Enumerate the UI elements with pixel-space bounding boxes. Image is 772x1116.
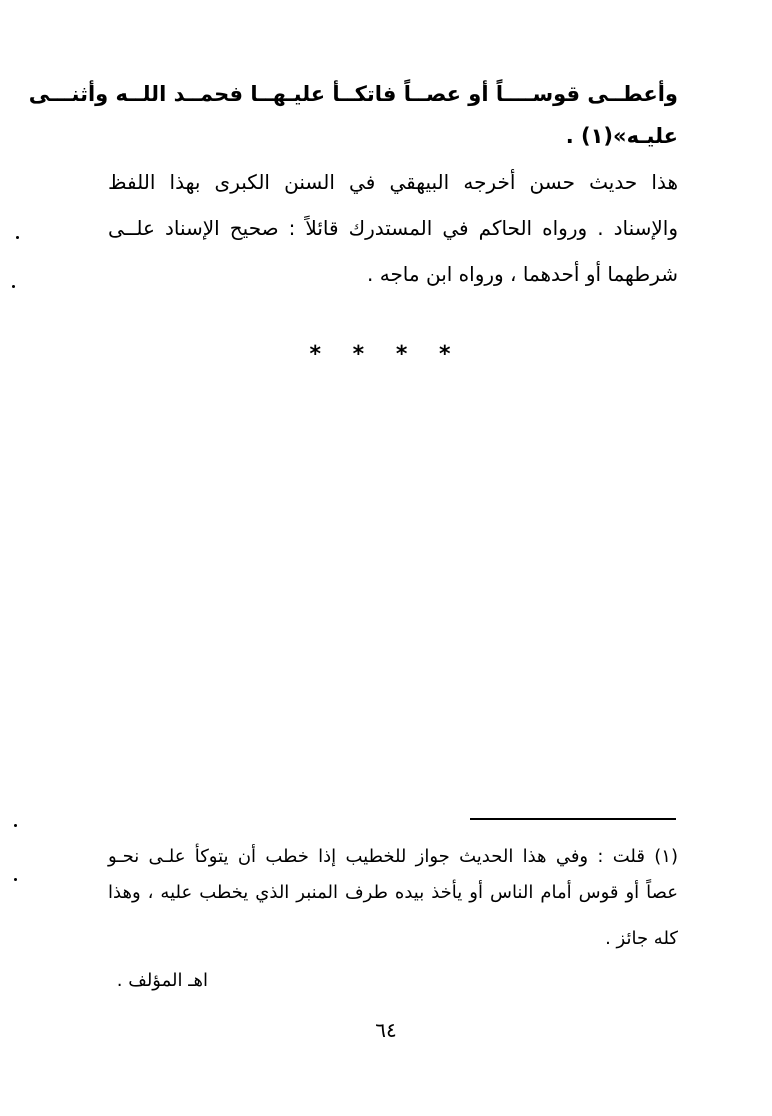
footnote-line-2: عصاً أو قوس أمام الناس أو يأخذ بيده طرف المنبر الذي يخطب عليه ، وهذا [108, 882, 678, 903]
main-text-line-2: عليـه»(١) . [565, 124, 678, 148]
section-separator: * * * * [309, 342, 463, 367]
margin-mark [12, 285, 15, 288]
page-number: ٦٤ [375, 1018, 397, 1042]
main-text-line-1: وأعطــى قوســــاً أو عصــاً فاتكــأ عليـهــا فحمــد اللــه وأثنـــى [28, 82, 678, 106]
main-text-line-3: هذا حديث حسن أخرجه البيهقي في السنن الكبرى بهذا اللفظ [108, 170, 678, 194]
footnote-line-3: كله جائز . [605, 928, 678, 949]
margin-mark [14, 878, 17, 881]
main-text-line-5: شرطهما أو أحدهما ، ورواه ابن ماجه . [367, 262, 678, 286]
main-text-line-4: والإسناد . ورواه الحاكم في المستدرك قائلاً : صحيح الإسناد علــى [108, 216, 678, 240]
footnote-line-1: (١) قلت : وفي هذا الحديث جواز للخطيب إذا خطب أن يتوكأ علـى نحـو [108, 846, 678, 867]
author-signature: اهـ المؤلف . [116, 970, 208, 991]
margin-mark [14, 824, 17, 827]
footnote-divider [470, 818, 676, 820]
margin-mark [16, 236, 19, 239]
